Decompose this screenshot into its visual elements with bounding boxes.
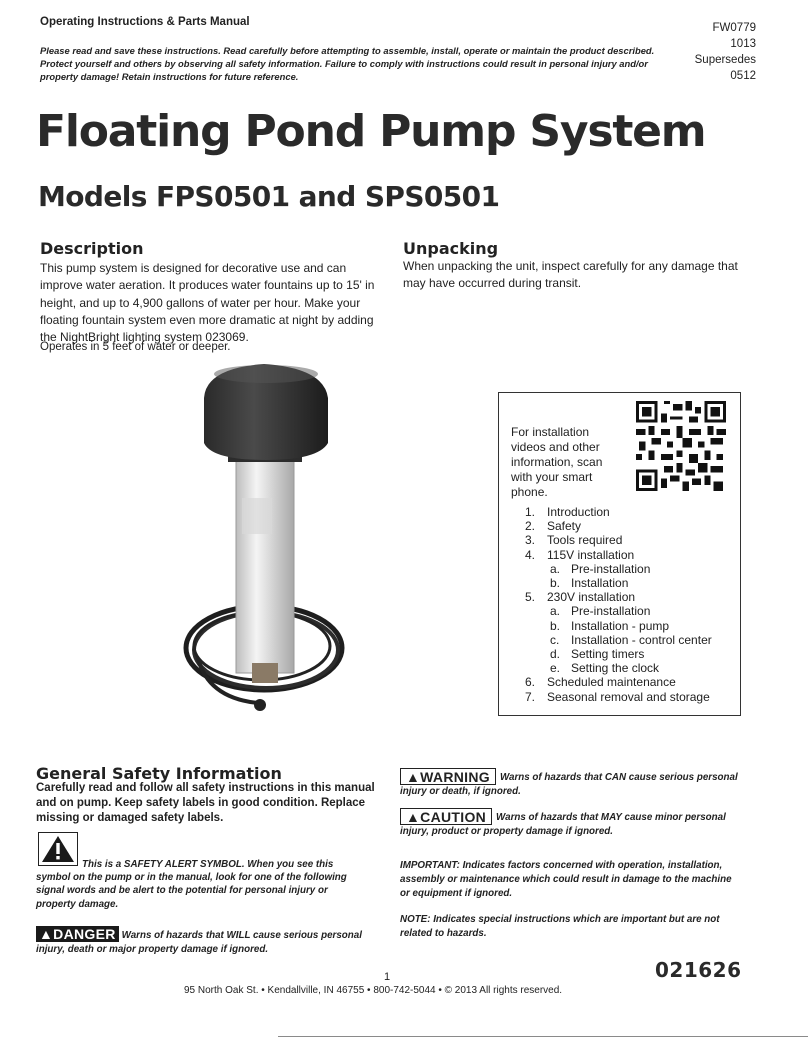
toc-label: Seasonal removal and storage: [547, 689, 710, 704]
toc-number: 5.: [525, 590, 536, 605]
warning-triangle-icon: ▲: [406, 769, 421, 785]
qr-code-icon[interactable]: [636, 401, 726, 491]
toc-number: b.: [550, 618, 561, 633]
toc-subitem: [499, 576, 739, 590]
toc-item: [499, 505, 739, 519]
toc-number: a.: [550, 561, 561, 576]
caution-text: Warns of hazards that MAY cause minor personal injury, product or property damage if ignored.: [400, 812, 726, 837]
toc-number: 7.: [525, 689, 536, 704]
danger-label: DANGER: [53, 926, 116, 942]
toc-subitem: [499, 562, 739, 576]
pump-photo: [178, 358, 363, 718]
toc-subitem: [499, 633, 739, 647]
unpacking-heading: Unpacking: [403, 239, 499, 258]
important-definition: IMPORTANT: Indicates factors concerned with operation, installation, assembly or maintenance which could result in damage to the machine or equipment if ignored.: [400, 860, 732, 899]
alert-symbol-text: This is a SAFETY ALERT SYMBOL. When you see this symbol on the pump or in the manual, look for one of the following signal words and be alert to the potential for personal injury or property damage.: [36, 859, 347, 910]
danger-text: Warns of hazards that WILL cause serious personal injury, death or major property damage if ignored.: [36, 930, 362, 955]
toc-number: 6.: [525, 675, 536, 690]
toc-item: [499, 519, 739, 533]
toc-label: Safety: [547, 519, 582, 534]
part-number: 021626: [655, 958, 742, 982]
toc-subitem: [499, 661, 739, 675]
toc-item: [499, 590, 739, 604]
caution-triangle-icon: ▲: [406, 809, 421, 825]
page-number: 1: [384, 971, 391, 983]
toc-label: 230V installation: [547, 590, 636, 605]
toc-number: a.: [550, 604, 561, 619]
danger-badge: [36, 926, 119, 942]
toc-label: Setting the clock: [571, 661, 660, 676]
toc-label: Pre-installation: [571, 561, 651, 576]
safety-instructions: Carefully read and follow all safety instructions in this manual and on pump. Keep safety labels in good condition. Replace missing or damaged safety labels.: [36, 782, 375, 824]
page-subtitle: Models FPS0501 and SPS0501: [38, 180, 500, 213]
note-definition: NOTE: Indicates special instructions which are important but are not related to hazards.: [400, 914, 720, 939]
manual-label: Operating Instructions & Parts Manual: [40, 16, 250, 28]
toc-label: Installation: [571, 576, 629, 591]
supersedes-number: 0512: [730, 70, 756, 82]
installation-info-box: [498, 392, 741, 716]
caution-label: CAUTION: [420, 809, 487, 825]
toc-item: [499, 533, 739, 547]
toc-label: Scheduled maintenance: [547, 675, 676, 690]
document-number-block: [695, 20, 756, 84]
description-heading: Description: [40, 239, 144, 258]
toc-label: Installation - control center: [571, 632, 712, 647]
toc-number: c.: [550, 632, 560, 647]
toc-item: [499, 690, 739, 704]
unpacking-text: When unpacking the unit, inspect carefully for any damage that may have occurred during transit.: [403, 259, 738, 291]
caution-badge: [400, 808, 492, 825]
warning-label: WARNING: [420, 769, 490, 785]
table-of-contents: [499, 505, 739, 704]
toc-number: 1.: [525, 505, 536, 519]
toc-label: Setting timers: [571, 647, 645, 662]
bottom-rule: [278, 1036, 808, 1037]
warning-badge: [400, 768, 496, 785]
danger-triangle-icon: ▲: [39, 926, 54, 942]
danger-definition: [36, 926, 376, 957]
toc-label: Tools required: [547, 533, 623, 548]
toc-subitem: [499, 647, 739, 661]
footer-address: 95 North Oak St. • Kendallville, IN 46755 • 800-742-5044 • © 2013 All rights reserved.: [184, 985, 563, 996]
doc-date: 1013: [730, 38, 756, 50]
toc-subitem: [499, 604, 739, 618]
warning-definition: [400, 768, 745, 799]
toc-number: e.: [550, 661, 561, 676]
supersedes-label: Supersedes: [694, 54, 756, 66]
toc-item: [499, 675, 739, 689]
description-text: This pump system is designed for decorative use and can improve water aeration. It produces water fountains up to 15' in height, and up to 4,900 gallons of water per hour. Make your floating fountain system even more dramatic at night by adding the NightBright lighting system 023069.: [40, 261, 375, 345]
toc-item: [499, 548, 739, 562]
safety-heading: General Safety Information: [36, 764, 282, 783]
toc-number: 3.: [525, 533, 536, 548]
toc-number: 4.: [525, 547, 536, 562]
toc-label: Installation - pump: [571, 618, 670, 633]
toc-label: 115V installation: [547, 547, 635, 562]
caution-definition: [400, 808, 745, 839]
toc-subitem: [499, 619, 739, 633]
toc-label: Pre-installation: [571, 604, 651, 619]
install-intro-text: For installation videos and other information, scan with your smart phone.: [511, 425, 603, 499]
toc-number: 2.: [525, 519, 536, 534]
toc-number: d.: [550, 647, 561, 662]
toc-label: Introduction: [547, 505, 610, 519]
doc-number: FW0779: [712, 22, 756, 34]
warning-text: Warns of hazards that CAN cause serious personal injury or death, if ignored.: [400, 772, 738, 797]
toc-number: b.: [550, 576, 561, 591]
depth-note: Operates in 5 feet of water or deeper.: [40, 341, 231, 353]
page-title: Floating Pond Pump System: [36, 106, 706, 157]
safety-notice: Please read and save these instructions. Read carefully before attempting to assemble, install, operate or maintain the product described. Protect yourself and others by observing all safety information. Failure to comply with instructions could result in personal injury and/or property damage! Retain instructions for future reference.: [40, 45, 655, 82]
